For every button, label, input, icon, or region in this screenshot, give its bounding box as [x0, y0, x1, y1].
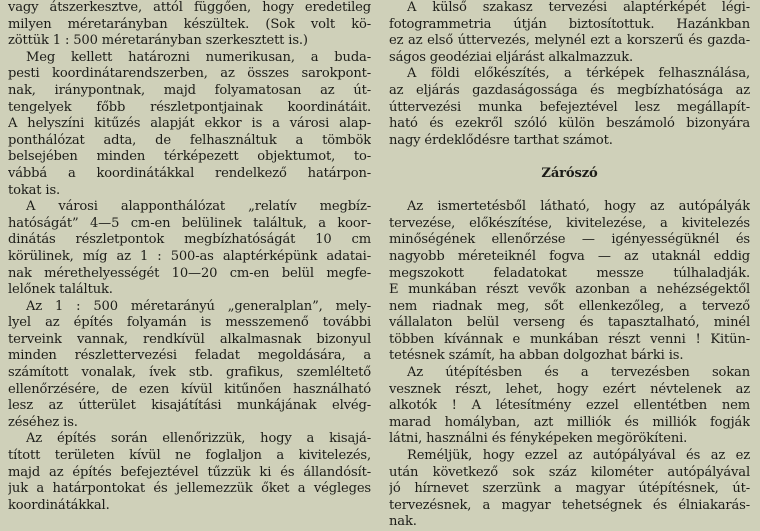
- text-line: juk a határpontokat és jellemezzük őket a végleges: [8, 481, 371, 497]
- text-line: nem riadnak meg, sőt ellenkezőleg, a tervező: [389, 298, 750, 314]
- text-line: nagy érdeklődésre tarthat számot.: [389, 132, 613, 148]
- text-line: Az ismertetésből látható, hogy az autópályák: [407, 199, 750, 215]
- text-line: ponthálózat adta, de felhasználtuk a tömbök: [8, 132, 371, 148]
- text-line: nak.: [389, 514, 417, 530]
- text-line: tokat is.: [8, 182, 61, 198]
- text-line: vábbá a koordinátákkal rendelkező határpon-: [8, 165, 371, 181]
- text-line: az eljárás gazdaságossága és megbízhatósága az: [389, 82, 750, 98]
- text-line: többen kívánnak e munkában részt venni ! Kitün-: [389, 331, 750, 347]
- text-line: lesz az útterület kisajátítási munkájának elvég-: [8, 398, 371, 414]
- text-line: nak, iránypontnak, majd folyamatosan az út-: [8, 82, 371, 98]
- text-line: nak mérethelyességét 10—20 cm-en belül megfe-: [8, 265, 371, 281]
- text-line: marad homályban, azt milliók és milliók fogják: [389, 414, 750, 430]
- text-line: Az 1 : 500 méretarányú „generalplan”, mely-: [26, 298, 371, 314]
- section-gap: [389, 183, 750, 200]
- text-line: minőségének ellenőrzése — igényességüknél és: [389, 232, 750, 248]
- text-line: milyen méretarányban készültek. (Sok volt kö-: [8, 16, 371, 32]
- right-column-bottom-text: [389, 199, 750, 531]
- text-line: vagy átszerkesztve, attól függően, hogy eredetileg: [8, 0, 371, 15]
- text-line: úttervezési munka befejeztével lesz megállapít-: [389, 99, 750, 115]
- text-line: minden részlettervezési feladat megoldására, a: [8, 348, 371, 364]
- text-line: alkotók ! A létesítmény ezzel ellentétben nem: [389, 398, 750, 414]
- right-column-top-text: [389, 0, 750, 149]
- text-line: Reméljük, hogy ezzel az autópályával és az ez: [407, 448, 750, 464]
- text-line: körülinek, míg az 1 : 500-as alaptérképünk adatai-: [8, 248, 371, 264]
- text-line: majd az építés befejeztével tűzzük ki és állandósít-: [8, 464, 371, 480]
- text-line: A helyszíni kitűzés alapját ekkor is a városi alap-: [8, 116, 371, 132]
- text-line: koordinátákkal.: [8, 497, 110, 513]
- text-line: A földi előkészítés, a térképek felhasználása,: [407, 66, 750, 82]
- text-line: A külső szakasz tervezési alaptérképét légi-: [407, 0, 750, 15]
- text-line: Az útépítésben és a tervezésben sokan: [407, 365, 750, 381]
- text-line: tított területen kívül ne foglaljon a kivitelezés,: [8, 448, 371, 464]
- text-line: után következő sok száz kilométer autópályával: [389, 464, 750, 480]
- text-line: belsejében minden térképezett objektumot, to-: [8, 149, 371, 165]
- text-line: zöttük 1 : 500 méretarányban szerkesztett is.): [8, 33, 308, 49]
- text-line: tetésnek számít, ha abban dolgozhat bárki is.: [389, 348, 684, 364]
- text-line: lyel az építés folyamán is messzemenő további: [8, 315, 371, 331]
- text-line: terveink vannak, rendkívül alkalmasnak bizonyul: [8, 331, 371, 347]
- text-line: számított vonalak, ívek stb. grafikus, szemléltető: [8, 365, 371, 381]
- text-line: fotogrammetria útján biztosítottuk. Hazánkban: [389, 16, 750, 32]
- text-line: hatóságát” 4—5 cm-en belülinek találtuk, a koor-: [8, 215, 371, 231]
- text-line: Az építés során ellenőrizzük, hogy a kisajá-: [26, 431, 371, 447]
- text-line: lelőnek találtuk.: [8, 282, 113, 298]
- text-line: ságos geodéziai eljárást alkalmazzuk.: [389, 49, 633, 65]
- section-heading: Zárószó: [541, 165, 598, 181]
- text-line: zéséhez is.: [8, 414, 78, 430]
- text-line: vállalaton belül verseng és tapasztalható, minél: [389, 315, 750, 331]
- text-line: ez az első úttervezés, melynél ezt a korszerű és gazda-: [389, 33, 750, 49]
- text-line: A városi alapponthálózat „relatív megbíz-: [26, 199, 371, 215]
- text-line: Meg kellett határozni numerikusan, a buda-: [26, 49, 371, 65]
- text-line: tervezése, előkészítése, kivitelezése, a kivitelezés: [389, 215, 750, 231]
- text-line: pesti koordinátarendszerben, az összes sarokpont-: [8, 66, 371, 82]
- text-line: dinátás részletpontok megbízhatóságát 10 cm: [8, 232, 371, 248]
- text-line: megszokott feladatokat messze túlhaladják.: [389, 265, 750, 281]
- left-column: [8, 0, 371, 514]
- text-line: E munkában részt vevők azonban a nehézségektől: [389, 282, 750, 298]
- text-line: ellenőrzésére, de ezen kívül kitűnően használható: [8, 381, 371, 397]
- text-line: tervezésnek, a magyar tehetségnek és élniakarás-: [389, 497, 750, 513]
- section-gap: [389, 149, 750, 166]
- right-column: [389, 0, 750, 531]
- text-line: nagyobb méreteiknél fogva — az utaknál eddig: [389, 248, 750, 264]
- text-line: vesznek részt, lehet, hogy ezért névtelenek az: [389, 381, 750, 397]
- text-line: ható és ezekről szóló külön beszámoló bizonyára: [389, 116, 750, 132]
- text-line: tengelyek főbb részletpontjainak koordinátáit.: [8, 99, 371, 115]
- text-line: jó hírnevet szerzünk a magyar útépítésnek, út-: [389, 481, 750, 497]
- text-line: látni, használni és fényképeken megörökíteni.: [389, 431, 688, 447]
